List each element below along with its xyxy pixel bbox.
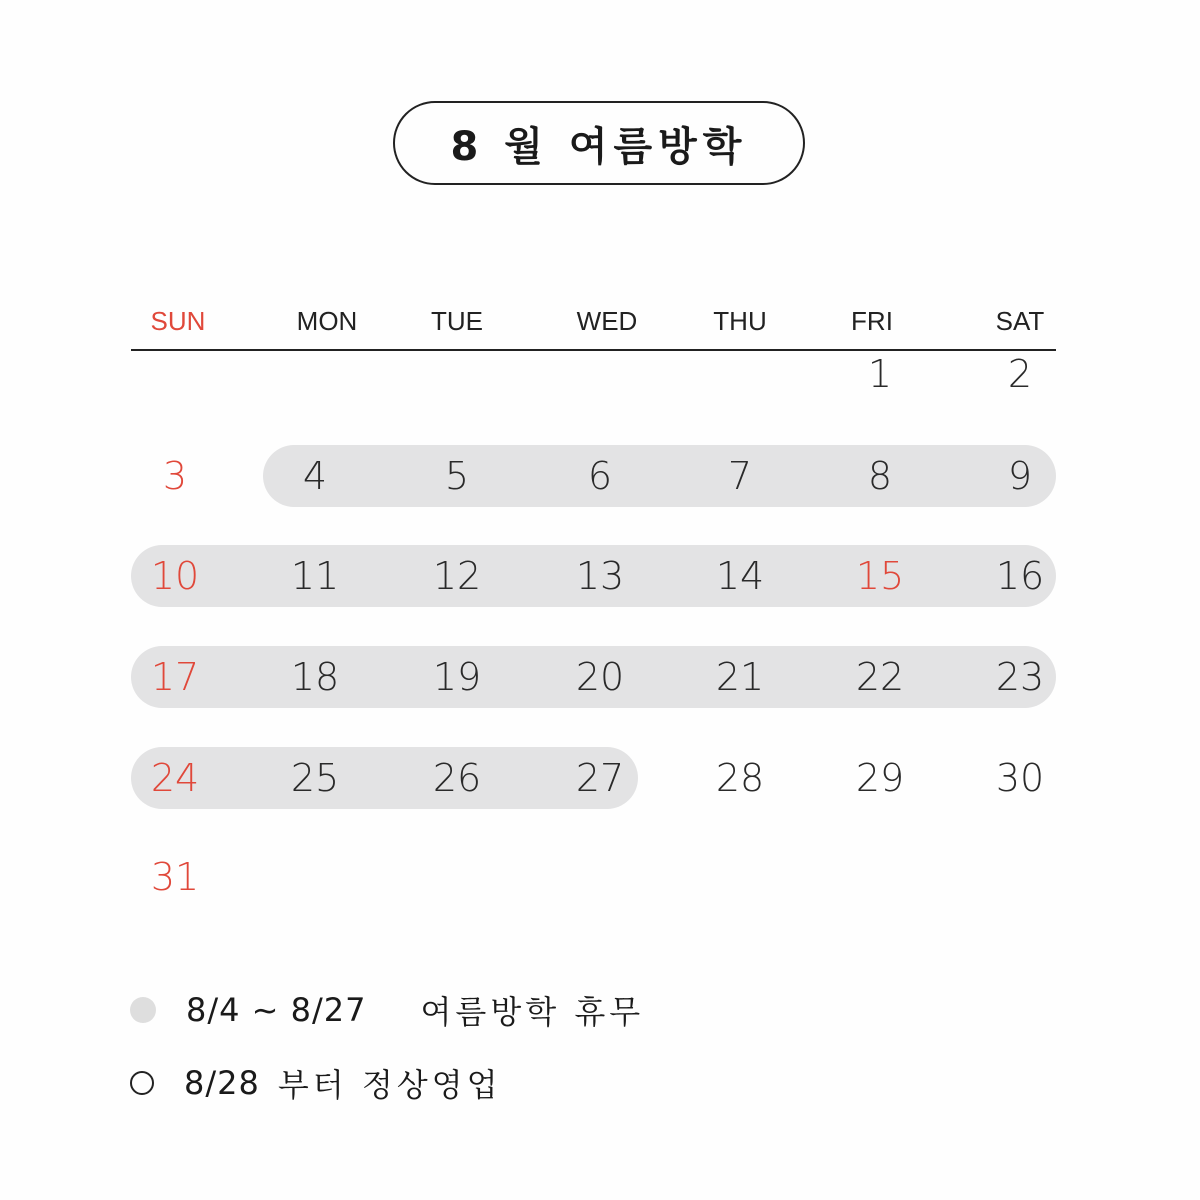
day-cell: 23 xyxy=(995,655,1045,699)
weekday-tue: TUE xyxy=(431,306,483,336)
weekday-fri: FRI xyxy=(851,306,893,336)
day-cell: 10 xyxy=(150,554,200,598)
day-cell: 7 xyxy=(727,454,753,498)
day-cell: 5 xyxy=(444,454,470,498)
day-cell: 30 xyxy=(995,756,1045,800)
day-cell: 15 xyxy=(855,554,905,598)
day-cell: 13 xyxy=(575,554,625,598)
day-cell: 6 xyxy=(587,454,613,498)
empty-circle-icon xyxy=(130,1071,154,1095)
day-cell: 27 xyxy=(575,756,625,800)
day-cell: 16 xyxy=(995,554,1045,598)
weekday-sun: SUN xyxy=(150,306,206,336)
day-cell: 28 xyxy=(715,756,765,800)
day-cell: 18 xyxy=(290,655,340,699)
legend-item-vacation xyxy=(130,987,644,1033)
weekday-mon: MON xyxy=(296,306,358,336)
weekday-wed: WED xyxy=(576,306,638,336)
legend-text: 여름방학 휴무 xyxy=(420,993,645,1031)
day-cell: 20 xyxy=(575,655,625,699)
day-cell: 26 xyxy=(432,756,482,800)
day-cell: 9 xyxy=(1007,454,1033,498)
legend-text: 부터 정상영업 xyxy=(277,1066,502,1104)
day-cell: 8 xyxy=(867,454,893,498)
day-cell: 29 xyxy=(855,756,905,800)
filled-circle-icon xyxy=(130,997,156,1023)
day-cell: 14 xyxy=(715,554,765,598)
legend-item-resume xyxy=(130,1060,502,1106)
day-cell: 24 xyxy=(150,756,200,800)
weekday-thu: THU xyxy=(713,306,767,336)
day-cell: 21 xyxy=(715,655,765,699)
page-title: 8 월 여름방학 xyxy=(450,123,748,170)
day-cell: 11 xyxy=(290,554,340,598)
title-badge xyxy=(393,101,805,185)
day-cell: 25 xyxy=(290,756,340,800)
day-cell: 12 xyxy=(432,554,482,598)
day-cell: 4 xyxy=(302,454,328,498)
day-cell: 1 xyxy=(867,352,893,396)
legend-range: 8/28 xyxy=(184,1064,260,1102)
legend-range: 8/4 ~ 8/27 xyxy=(186,991,367,1029)
day-cell: 22 xyxy=(855,655,905,699)
weekday-sat: SAT xyxy=(995,306,1045,336)
day-cell: 2 xyxy=(1007,352,1033,396)
day-cell: 17 xyxy=(150,655,200,699)
day-cell: 3 xyxy=(162,454,188,498)
day-cell: 19 xyxy=(432,655,482,699)
day-cell: 31 xyxy=(150,855,200,899)
highlight-band xyxy=(263,445,1056,507)
